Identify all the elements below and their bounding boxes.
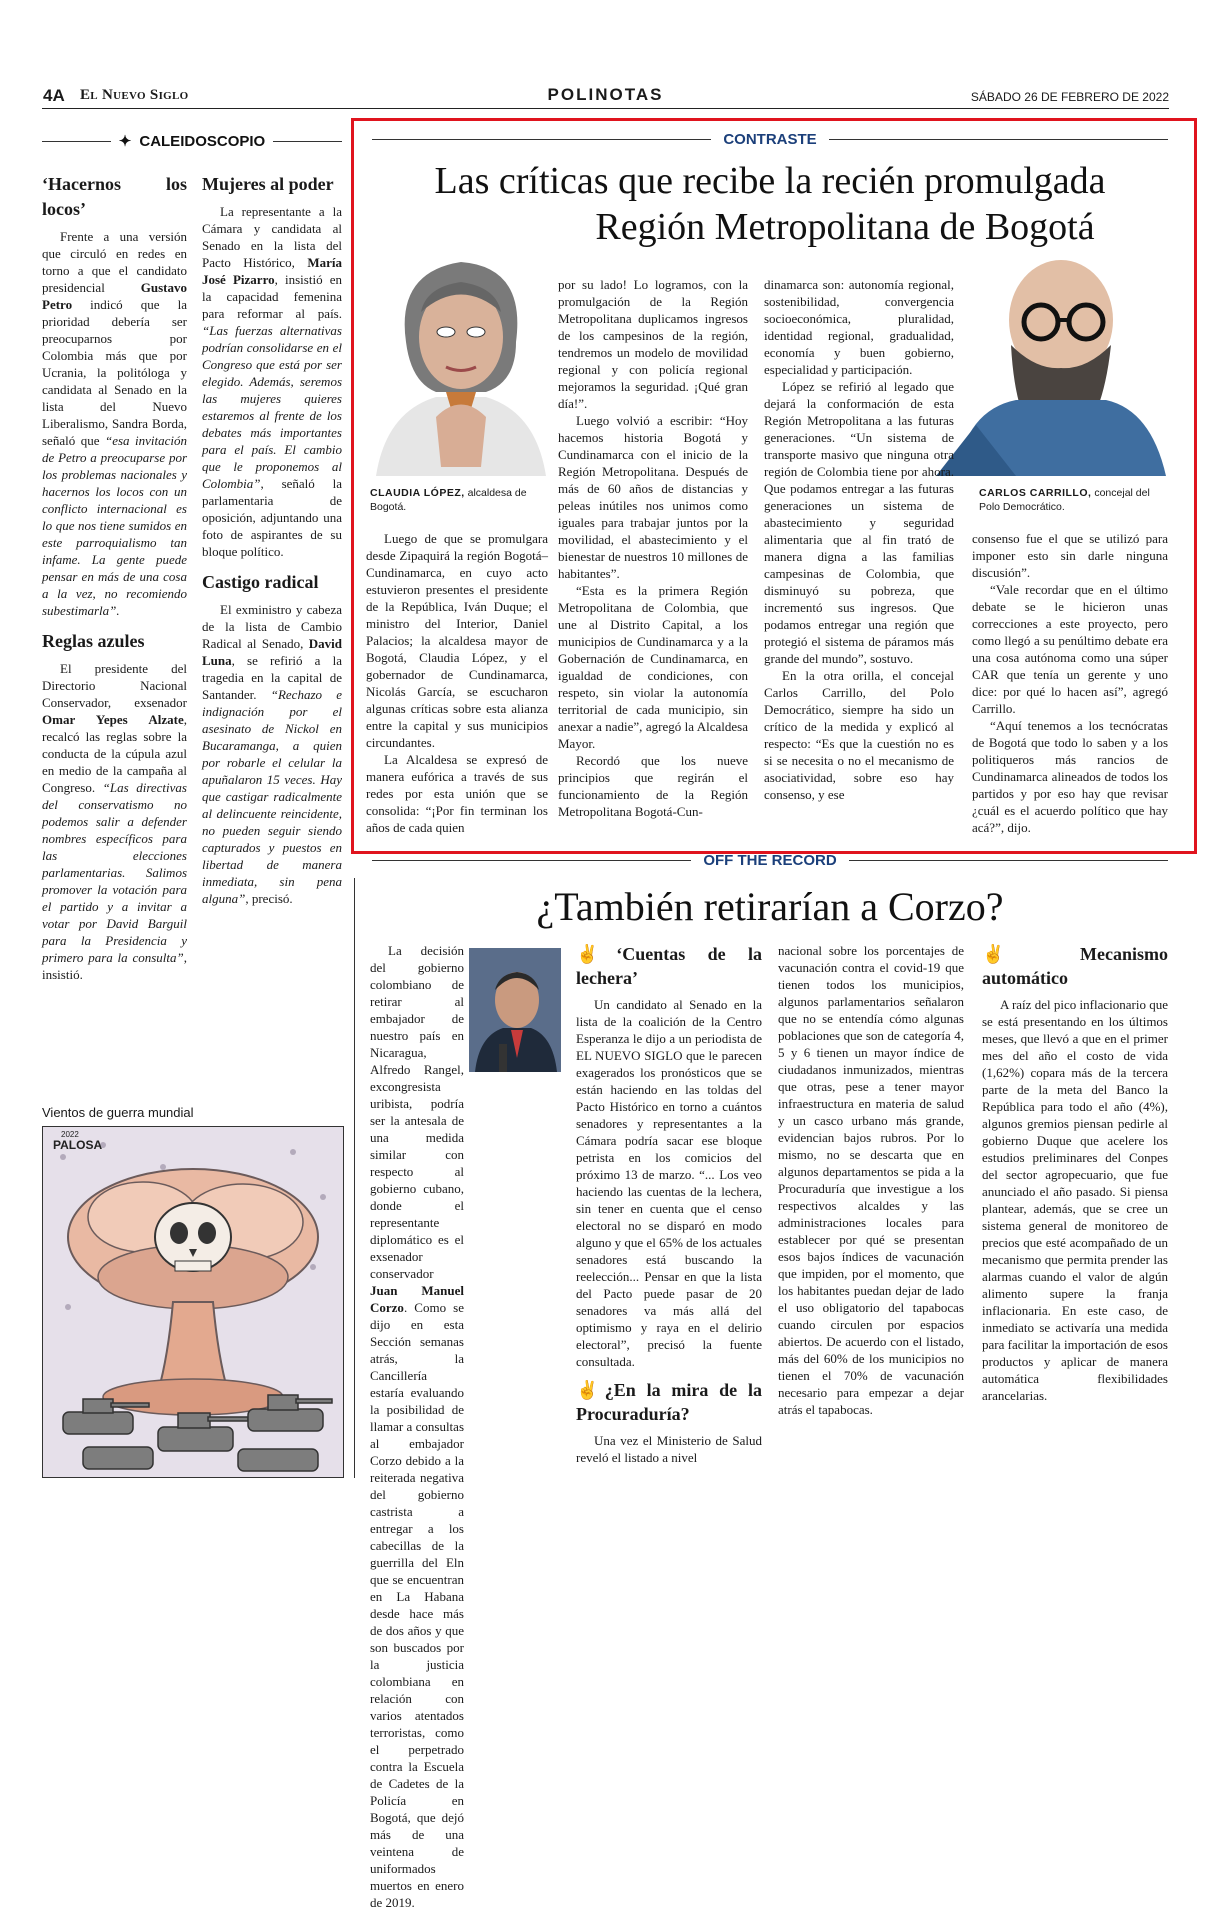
item-body: La representante a la Cámara y candidata al Senado en la lista del Pacto Histórico, María José Pizarro, insistió en la capacidad femenina para reformar al país. “Las fuerzas alternativas podrían consolidarse en el Congreso que está por ser elegido. Además, seremos las mujeres quieres estaremos al frente de los debates más importantes para el país. El cambio que le proponemos al Colombia”, señaló la parlamentaria de oposición, adjuntando una foto de aspirantes de su bloque político.: [202, 204, 342, 559]
column-divider: [354, 878, 355, 1478]
body-paragraph: nacional sobre los porcentajes de vacunación contra el covid-19 que tienen todos los municipios, algunos parlamentarios señalaron que no se entendía cómo algunas poblaciones que son de categoría 4, 5 y 6 tienen un mayor índice de ciudadanos inmunizados, mientras que otras, pese a tener mayor infraestructura en materia de salud y un casco urbano más grande, evidencian bajos rubros. Por lo mismo, no se descarta que en algunos departamentos se pida a la Procuraduría que investigue a los respectivos alcaldes y las administraciones locales para establecer por qué se presentan esos bajos índices de vacunación que impiden, por el momento, que los habitantes puedan dejar de lado el uso obligatorio del tapabocas cuando circulen por espacios abiertos. De acuerdo con el listado, más del 60% de los municipios no tienen el 70% de vacunación necesario para empezar a dejar atrás el tapabocas.: [778, 943, 964, 1417]
newspaper-name: El Nuevo Siglo: [80, 87, 189, 103]
item-title: Castigo radical: [202, 572, 319, 592]
caleidoscopio-col-1: [42, 172, 187, 983]
contraste-col-4: [972, 530, 1168, 836]
page-number: 4A: [43, 86, 65, 105]
item-title: Mujeres al poder: [202, 174, 334, 194]
caleidoscopio-col-2: [202, 172, 342, 907]
kicker-rule: [372, 139, 711, 140]
body-paragraph: por su lado! Lo logramos, con la promulgación de la Región Metropolitana duplicamos ingresos de los campesinos de la región, tendremos un modelo de movilidad regional y con policía regional mejoramos la seguridad. ¡Qué gran día!”.: [558, 277, 748, 411]
kicker-label: OFF THE RECORD: [703, 852, 837, 869]
body-paragraph: En la otra orilla, el concejal Carlos Carrillo, del Polo Democrático, siempre ha sido un crítico de la medida y explicó al respecto: “Es que la cuestión no es si se necesita o no el mecanismo de asociatividad, sobre eso hay consenso, y ese: [764, 668, 954, 802]
offrecord-col-4: [982, 942, 1168, 1404]
body-paragraph: Luego de que se promulgara desde Zipaquirá la región Bogotá–Cundinamarca, en cuyo acto estuvieron presentes el presidente de la República, Iván Duque; el ministro del Interior, Daniel Palacios; la alcaldesa mayor de Bogotá, Claudia López, y el gobernador de Cundinamarca, Nicolás García, se escucharon algunas críticas sobre esta alianza entre la capital y sus municipios circundantes.: [366, 531, 548, 750]
body-paragraph: Recordó que los nueve principios que regirán el funcionamiento de la Región Metropolitana Bogotá-Cun-: [558, 753, 748, 819]
cartoon-caption: Vientos de guerra mundial: [42, 1105, 194, 1120]
hand-icon: ✌: [576, 944, 617, 964]
offrecord-col-2: [576, 942, 762, 1466]
contraste-col-1: [366, 530, 548, 836]
kicker-rule: [372, 860, 691, 861]
kicker-rule: [829, 139, 1168, 140]
body-paragraph: “Aquí tenemos a los tecnócratas de Bogotá que todo lo saben y a los politiqueros más rancios de Cundinamarca alineados de todos los partidos y por eso hay que revisar ¿cuál es el acuerdo político que hay acá?”, dijo.: [972, 718, 1168, 835]
header-rule: [273, 141, 342, 142]
header-rule: [42, 141, 111, 142]
section-title: POLINOTAS: [547, 85, 664, 104]
item-body: El exministro y cabeza de la lista de Cambio Radical al Senado, David Luna, se refirió a la tragedia en la capital de Santander. “Rechazo e indignación por el asesinato de Nickol en Bucaramanga, a quien por robarle el celular la apuñalaron 15 veces. Hay que castigar radicalmente al delincuente reincidente, no pueden seguir siendo capturados y puestos en libertad de manera inmediata, sin pena alguna”, precisó.: [202, 602, 342, 906]
cartoon-year: 2022: [61, 1130, 79, 1139]
mecanismo-title: ✌Mecanismo automático: [982, 944, 1168, 988]
body-paragraph: consenso fue el que se utilizó para imponer esto sin darle ninguna discusión”.: [972, 531, 1168, 580]
body-paragraph: Un candidato al Senado en la lista de la coalición de la Centro Esperanza le dijo a un periodista de EL NUEVO SIGLO que le parecen exagerados los pronósticos que se están haciendo en las toldas del Pacto Histórico en torno a cuántos senadores y representantes a la Cámara podría sacar ese bloque petrista en los comicios del próximo 13 de marzo. “... Los veo haciendo las cuentas de la lechera, sin tener en cuenta que el censo electoral no se disparó en modo alguno y que el 65% de los actuales senadores está buscando la reelección... Pensar en que la lista del Pacto puede pasar de 20 senadores va más allá del optimismo y raya en el delirio electoral”, precisó la fuente consultada.: [576, 997, 762, 1369]
issue-date: SÁBADO 26 DE FEBRERO DE 2022: [970, 90, 1169, 104]
offrecord-lead: [370, 942, 558, 1911]
claudia-lopez-photo: [366, 242, 552, 476]
body-paragraph: dinamarca son: autonomía regional, sostenibilidad, convergencia socioeconómica, pluralidad, identidad regional, gradualidad, economía y buen gobierno, especialidad y participación.: [764, 277, 954, 377]
item-body: El presidente del Directorio Nacional Conservador, exsenador Omar Yepes Alzate, recalcó las reglas sobre la conducta de la cúpula azul en medio de la campaña al Congreso. “Las directivas del conservatismo no podemos salir a defender nombres específicos para las elecciones parlamentarias. Salimos promover la votación para el partido y a invitar a votar por David Barguil para la Presidencia y primero para la consulta”, insistió.: [42, 661, 187, 982]
body-paragraph: “Vale recordar que en el último debate se le hicieron unas correcciones a este proyecto, pero como llegó a su penúltimo debate era una cosa autónoma como una súper CAR que tenía un gerente y uno dice: por qué lo hacen así”, agregó Carrillo.: [972, 582, 1168, 716]
offrecord-col-3: [778, 942, 964, 1418]
bird-icon: ✦: [118, 133, 132, 150]
cuentas-title: ✌‘Cuentas de la lechera’: [576, 944, 762, 988]
cartoon-signature: PALOSA: [53, 1138, 103, 1152]
body-paragraph: Luego volvió a escribir: “Hoy hacemos historia Bogotá y Cundinamarca con el inicio de la Región Metropolitana. Después de más de 60 años de distancias y peleas inútiles nos unimos como iguales para trabajar juntos por la movilidad, el abastecimiento y el bienestar de nuestros 10 millones de habitantes”.: [558, 413, 748, 581]
body-paragraph: A raíz del pico inflacionario que se está presentando en los últimos meses, que llevó a que en el primer mes del año el costo de vida (1,62%) copara más de la tercera parte de la meta del Banco la República para todo el año (4%), algunos gremios piensan pedirle al gobierno Duque que acelere los estudios preliminares del Conpes del sector agropecuario, que fue anunciado el año pasado. Si piensa plantear, además, que se cree un sistema general de monitoreo de precios que esté acompañado de un mecanismo que permita prender las alarmas cuando el valor de algún alimento supere la franja inflacionaria. En este caso, de inmediato se activaría una medida para facilitar la importación de esos productos y aplicar de manera automática flexibilidades arancelarias.: [982, 997, 1168, 1403]
body-paragraph: “Esta es la primera Región Metropolitana de Colombia, que une al Distrito Capital, a los municipios de Cundinamarca y a la Gobernación de Cundinamarca, en igualdad de condiciones, con respeto, sin violar la autonomía territorial de cada municipio, sin anexar a nadie”, agregó la Alcaldesa Mayor.: [558, 583, 748, 751]
contraste-col-2: [558, 276, 748, 820]
mira-title: ✌¿En la mira de la Procuraduría?: [576, 1380, 762, 1424]
item-title: Reglas azules: [42, 631, 145, 651]
caleidoscopio-header: [42, 132, 342, 150]
claudia-caption: CLAUDIA LÓPEZ, alcaldesa de Bogotá.: [370, 487, 527, 513]
hand-icon: ✌: [576, 1380, 605, 1400]
mushroom-cloud-illustration: [43, 1127, 343, 1477]
hand-icon: ✌: [982, 944, 1081, 964]
caleidoscopio-title: CALEIDOSCOPIO: [139, 132, 266, 150]
masthead-rule: [42, 108, 1169, 109]
carrillo-caption: CARLOS CARRILLO, concejal del Polo Democrático.: [979, 487, 1150, 513]
contraste-headline: [372, 158, 1168, 250]
headline-line-2: Región Metropolitana de Bogotá: [595, 206, 1095, 248]
item-title: ‘Hacernos los locos’: [42, 174, 187, 219]
offrecord-kicker: [372, 852, 1168, 869]
offrecord-headline: ¿También retirarían a Corzo?: [536, 884, 1004, 929]
body-paragraph: Una vez el Ministerio de Salud reveló el listado a nivel: [576, 1433, 762, 1465]
kicker-label: CONTRASTE: [723, 131, 817, 148]
item-body: Frente a una versión que circuló en redes en torno a que el candidato presidencial Gustavo Petro indicó que la prioridad debería ser preocuparnos por Colombia más que por Ucrania, la politóloga y candidata al Senado en la lista del Nuevo Liberalismo, Sandra Borda, señaló que “esa invitación de Petro a preocuparse por los problemas nacionales y hacernos los locos con un conflicto internacional es lo que nos tiene sumidos en este parroquialismo tan infame. La gente puede pensar en más de una cosa a la vez, no recomiendo subestimarla”.: [42, 229, 188, 618]
body-paragraph: La decisión del gobierno colombiano de retirar al embajador de nuestro país en Nicaragua, Alfredo Rangel, excongresista uribista, podría ser la antesala de una medida similar con respecto al gobierno cubano, donde el representante diplomático es el exsenador conservador Juan Manuel Corzo. Como se dijo en esta Sección semanas atrás, la Cancillería estaría evaluando la posibilidad de llamar a consultas al embajador Corzo debido a la reiterada negativa del gobierno castrista a entregar a los cabecillas de la guerrilla del Eln que se encuentran en La Habana desde hace más de dos años y que son buscados por la justicia colombiana en relación con varios atentados terroristas, como el perpetrado contra la Escuela de Cadetes de la Policía en Bogotá, que dejó más de una veintena de uniformados muertos en enero de 2019.: [370, 943, 464, 1910]
caleidoscopio-section: [42, 132, 342, 150]
kicker-rule: [849, 860, 1168, 861]
contraste-col-3: [764, 276, 954, 803]
contraste-kicker: [372, 131, 1168, 148]
headline-line-1: Las críticas que recibe la recién promulgada: [434, 160, 1106, 202]
carlos-carrillo-photo: [936, 250, 1168, 476]
cartoon-image: [42, 1126, 344, 1478]
body-paragraph: López se refirió al legado que dejará la conformación de esta Región Metropolitana a las futuras generaciones. “Un sistema de transporte masivo que ninguna otra región de Colombia tiene por ahora. Que podamos entregar a las futuras generaciones un sistema de abastecimiento y seguridad alimentaria que al fin trató de manera digna a las familias campesinas de Colombia, que disminuyó su pobreza, que incrementó sus ingresos. Que podamos entregar una región que protegió el sistema de páramos más grande del mundo”, sostuvo.: [764, 379, 954, 666]
body-paragraph: La Alcaldesa se expresó de manera eufórica a través de sus redes por esta unión que se consolida: “¡Por fin terminan los años de cada quien: [366, 752, 548, 835]
